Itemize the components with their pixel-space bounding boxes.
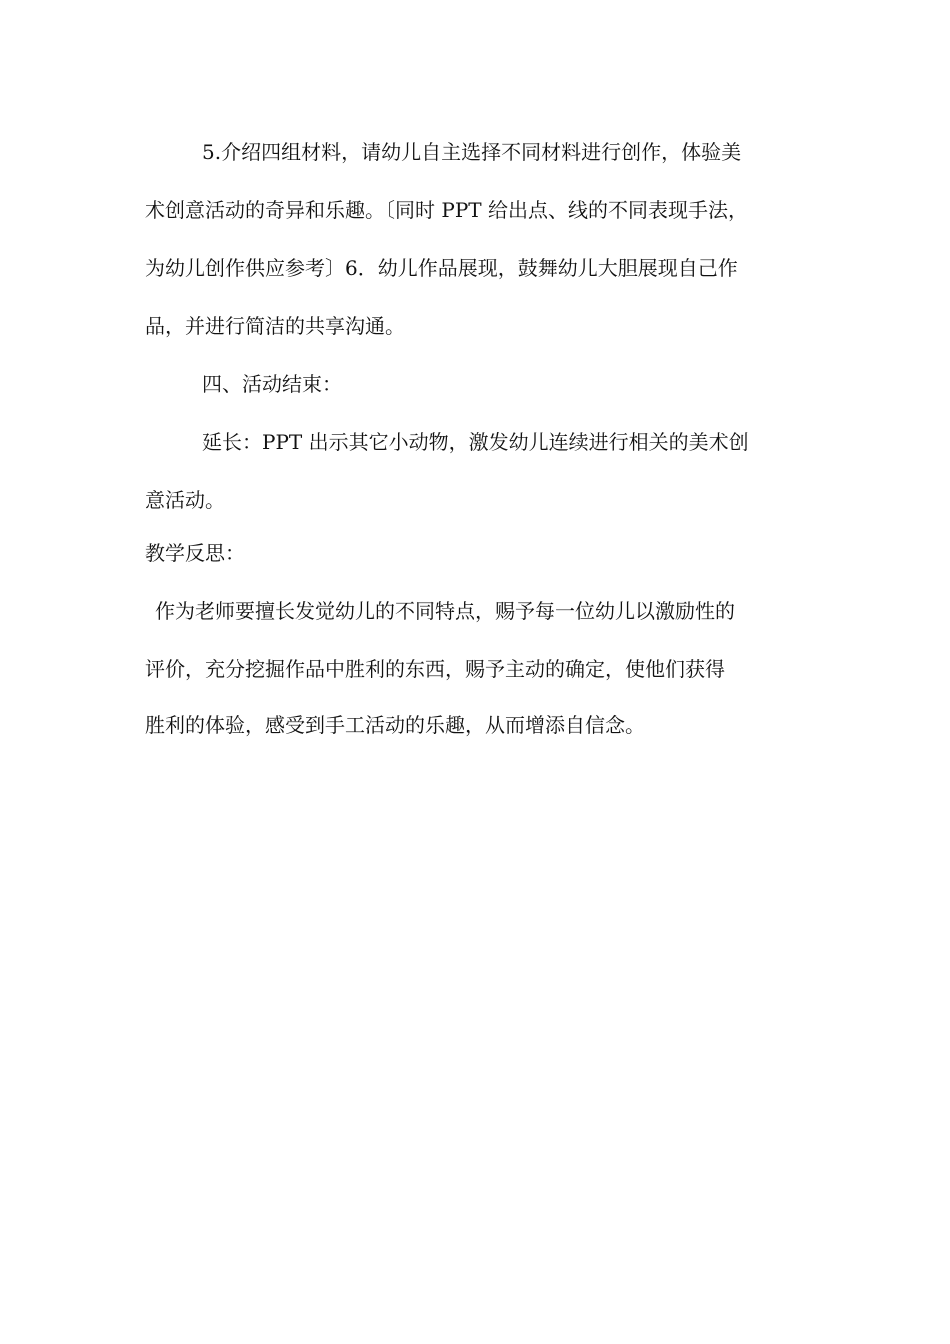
paragraph-extension-line1: 延长：PPT 出示其它小动物，激发幼儿连续进行相关的美术创 xyxy=(202,430,749,454)
paragraph-extension-line2: 意活动。 xyxy=(145,488,225,512)
paragraph-activity-step5-line3: 为幼儿创作供应参考〕6．幼儿作品展现，鼓舞幼儿大胆展现自己作 xyxy=(145,256,738,280)
paragraph-activity-step5-line1: 5.介绍四组材料，请幼儿自主选择不同材料进行创作，体验美 xyxy=(202,140,742,164)
section-heading-teaching-reflection: 教学反思： xyxy=(145,541,245,565)
paragraph-reflection-line1: 作为老师要擅长发觉幼儿的不同特点，赐予每一位幼儿以激励性的 xyxy=(155,599,735,623)
section-heading-activity-end: 四、活动结束： xyxy=(202,372,342,396)
paragraph-activity-step5-line4: 品，并进行简洁的共享沟通。 xyxy=(145,314,405,338)
paragraph-activity-step5-line2: 术创意活动的奇异和乐趣。〔同时 PPT 给出点、线的不同表现手法， xyxy=(145,198,748,222)
paragraph-reflection-line2: 评价，充分挖掘作品中胜利的东西，赐予主动的确定，使他们获得 xyxy=(145,657,725,681)
paragraph-reflection-line3: 胜利的体验，感受到手工活动的乐趣，从而增添自信念。 xyxy=(145,713,645,737)
